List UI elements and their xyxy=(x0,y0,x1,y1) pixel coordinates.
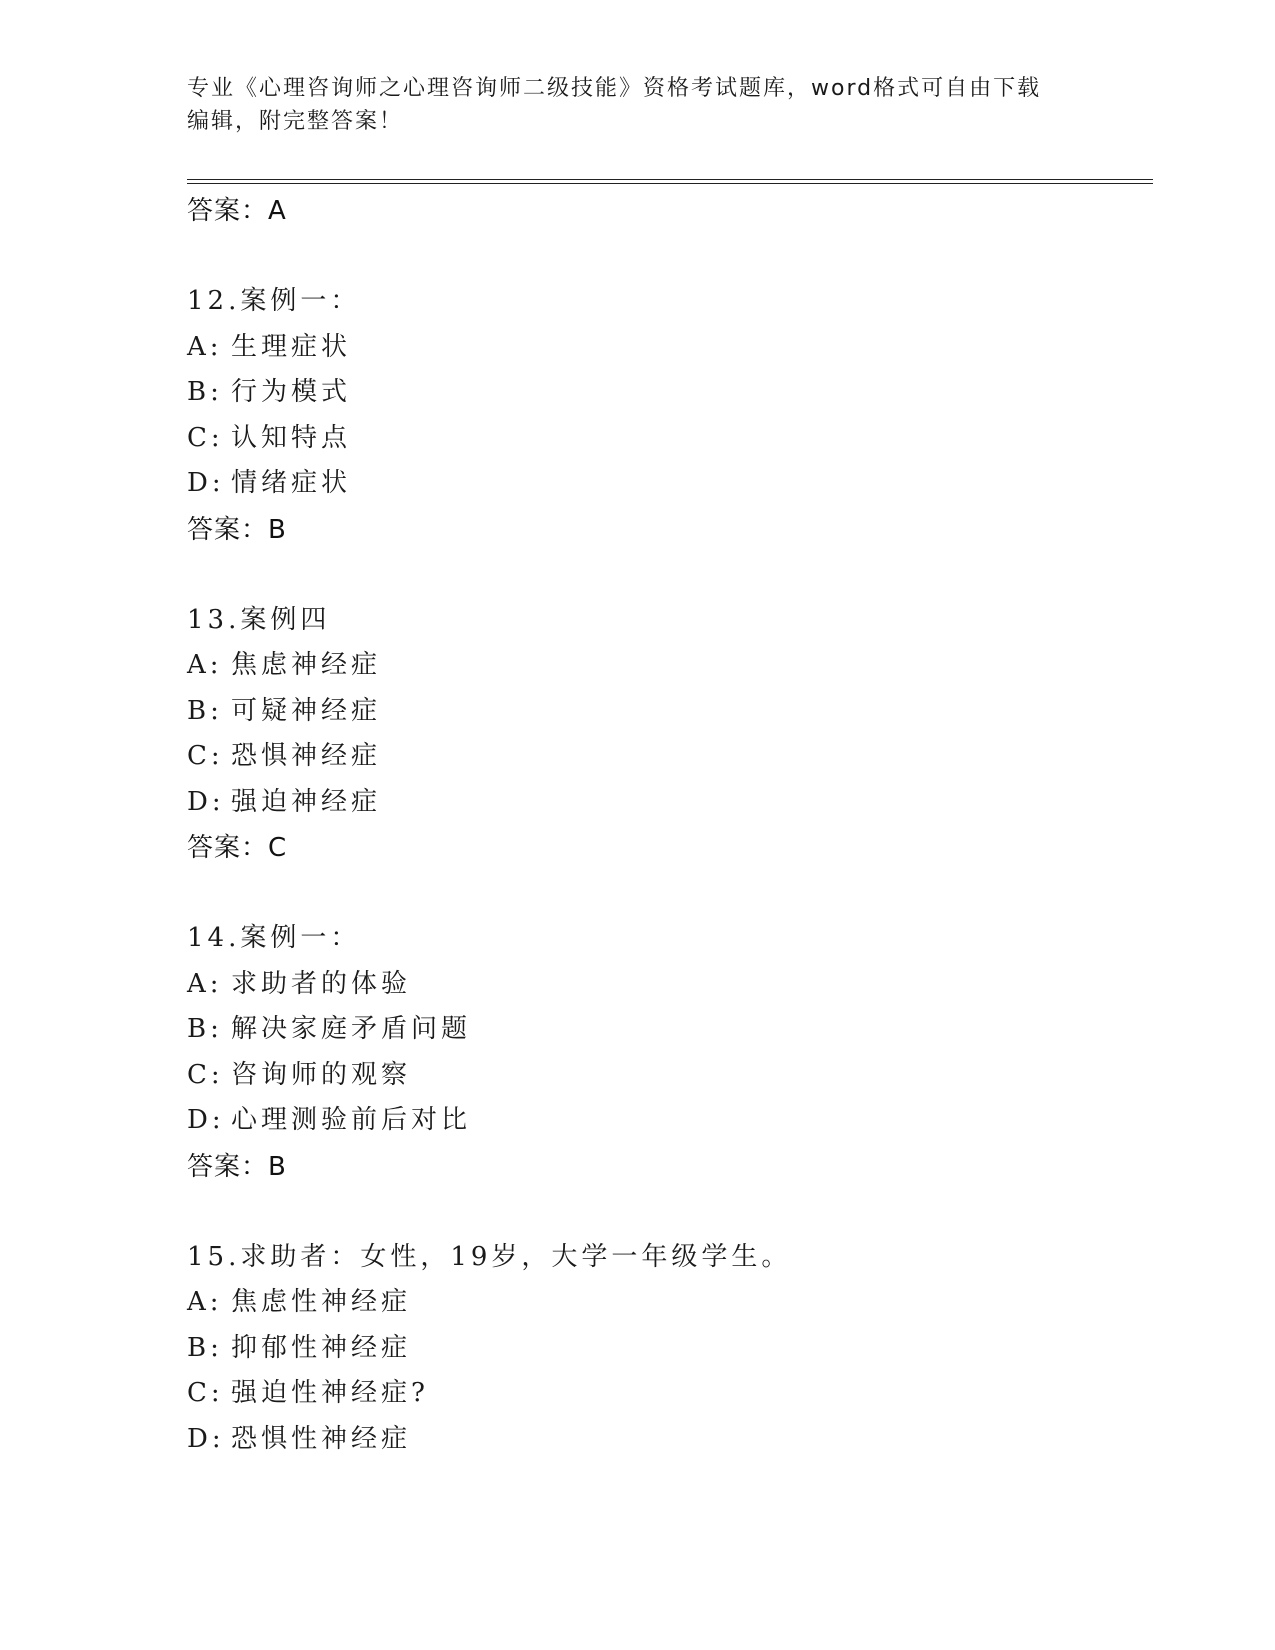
option-b xyxy=(187,1326,1147,1372)
option-a xyxy=(187,1280,1147,1326)
option-c xyxy=(187,734,1147,780)
option-d xyxy=(187,780,1147,826)
option-b xyxy=(187,1007,1147,1053)
option-a xyxy=(187,962,1147,1008)
option-a xyxy=(187,643,1147,689)
option-c xyxy=(187,1053,1147,1099)
question-block xyxy=(187,916,1147,1235)
option-text: 恐惧性神经症 xyxy=(231,1423,412,1454)
option-d xyxy=(187,1098,1147,1144)
question-block xyxy=(187,1235,1147,1463)
spacer xyxy=(187,1190,1147,1235)
option-text: 行为模式 xyxy=(231,377,352,407)
option-key: D: xyxy=(187,1105,225,1135)
option-key: A: xyxy=(187,1287,223,1317)
option-key: D: xyxy=(187,1423,225,1454)
question-block xyxy=(187,279,1147,598)
header-line-2: 编辑，附完整答案！ xyxy=(187,109,404,134)
answer-line: 答案：B xyxy=(187,514,287,545)
option-text: 情绪症状 xyxy=(231,468,352,498)
option-text: 恐惧神经症 xyxy=(231,741,382,771)
option-key: C: xyxy=(187,1378,224,1408)
option-text: 心理测验前后对比 xyxy=(231,1105,472,1135)
option-key: B: xyxy=(187,377,223,407)
option-key: C: xyxy=(187,422,224,453)
answer-line: 答案：B xyxy=(187,1151,287,1182)
question-title: 14.案例一： xyxy=(187,923,361,953)
spacer xyxy=(187,553,1147,598)
option-a xyxy=(187,325,1147,371)
question-list xyxy=(187,188,1147,1462)
option-text: 咨询师的观察 xyxy=(231,1059,412,1090)
answer-line: 答案：C xyxy=(187,833,288,863)
option-c xyxy=(187,1371,1147,1417)
option-key: A: xyxy=(187,650,223,680)
spacer xyxy=(187,234,1147,279)
header-divider-bottom xyxy=(187,183,1153,184)
option-key: B: xyxy=(187,695,223,726)
option-key: A: xyxy=(187,331,223,362)
option-d xyxy=(187,461,1147,507)
question-block xyxy=(187,598,1147,917)
option-c xyxy=(187,416,1147,462)
option-key: C: xyxy=(187,1059,224,1090)
question-title: 15.求助者：女性，19岁，大学一年级学生。 xyxy=(187,1241,792,1272)
option-text: 焦虑性神经症 xyxy=(231,1287,412,1317)
option-text: 强迫神经症 xyxy=(231,786,382,817)
option-text: 可疑神经症 xyxy=(231,695,382,726)
option-key: A: xyxy=(187,968,223,999)
option-text: 认知特点 xyxy=(231,422,352,453)
option-key: D: xyxy=(187,786,225,817)
option-key: D: xyxy=(187,468,225,498)
option-text: 抑郁性神经症 xyxy=(231,1332,412,1363)
spacer xyxy=(187,871,1147,916)
option-key: C: xyxy=(187,741,224,771)
option-key: B: xyxy=(187,1014,223,1044)
answer-line: 答案：A xyxy=(187,196,287,226)
option-key: B: xyxy=(187,1332,223,1363)
header-divider-top xyxy=(187,179,1153,180)
question-title: 12.案例一： xyxy=(187,286,361,316)
option-b xyxy=(187,370,1147,416)
question-title: 13.案例四 xyxy=(187,604,331,635)
option-b xyxy=(187,689,1147,735)
header-line-1: 专业《心理咨询师之心理咨询师二级技能》资格考试题库，word格式可自由下载 xyxy=(187,76,1042,101)
option-text: 求助者的体验 xyxy=(231,968,412,999)
option-d xyxy=(187,1417,1147,1463)
option-text: 强迫性神经症? xyxy=(231,1378,429,1408)
option-text: 焦虑神经症 xyxy=(231,650,382,680)
document-header xyxy=(187,72,1087,138)
option-text: 生理症状 xyxy=(231,331,352,362)
option-text: 解决家庭矛盾问题 xyxy=(231,1014,472,1044)
